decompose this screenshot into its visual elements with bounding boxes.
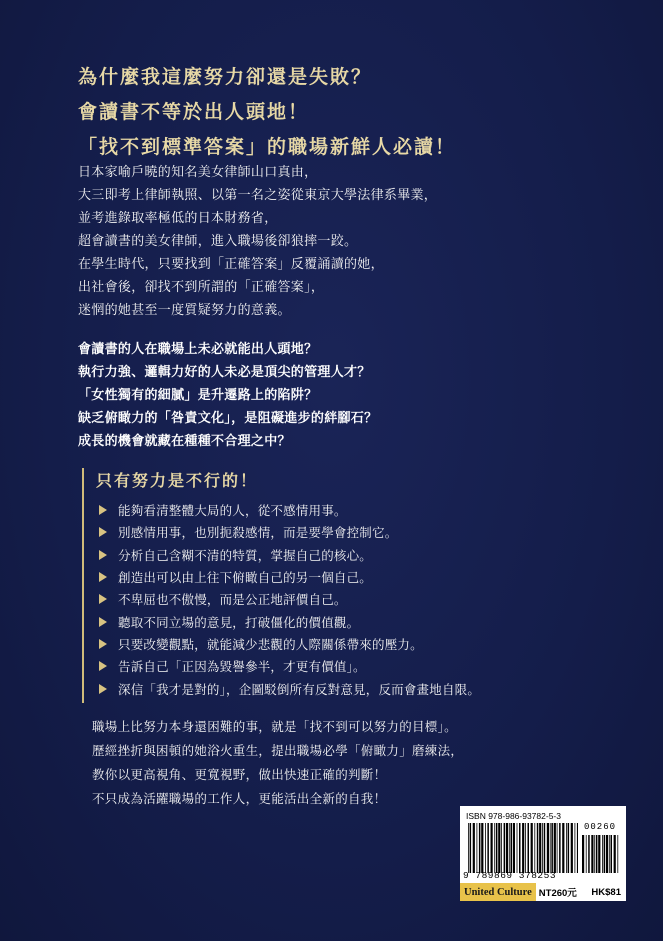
barcode-stripe [470,823,472,873]
question: 會讀書的人在職場上未必就能出人頭地？ [78,342,318,357]
bullet-text: 能夠看清整體大局的人，從不感情用事。 [118,503,347,519]
barcode-stripe [468,823,469,873]
bullet-text: 別感情用事，也別扼殺感情，而是要學會控制它。 [118,525,398,541]
question: 「女性獨有的細膩」是升遷路上的陷阱？ [78,388,318,403]
closing-line: 教你以更高視角、更寬視野，做出快速正確的判斷！ [92,767,387,782]
bullet-text: 創造出可以由上往下俯瞰自己的另一個自己。 [118,570,373,586]
triangle-bullet-icon [99,661,107,671]
barcode-stripe [537,823,539,873]
bullet-text: 告訴自己「正因為毀譽參半，才更有價值」。 [118,659,366,675]
bullet-text: 不卑屈也不傲慢，而是公正地評價自己。 [118,592,347,608]
question: 執行力強、邏輯力好的人未必是頂尖的管理人才？ [78,365,371,380]
barcode-stripe [557,823,558,873]
barcode-stripe [485,823,486,873]
barcode-bars [468,823,578,873]
barcode-stripe [550,823,551,873]
barcode-stripe [522,823,524,873]
barcode-stripe [575,823,576,873]
price-hk: HK$81 [580,883,626,901]
bullet-item [99,521,480,543]
barcode-stripe [491,823,493,873]
barcode-stripe [509,823,510,873]
barcode-stripe [602,835,603,873]
publisher-name: United Culture [460,883,536,901]
barcode-stripe [604,835,606,873]
bullet-text: 只要改變觀點，就能減少悲觀的人際關係帶來的壓力。 [118,636,423,652]
barcode-stripe [544,823,546,873]
closing-line: 職場上比努力本身還困難的事，就是「找不到可以努力的目標」。 [92,719,457,734]
barcode-stripe [609,835,610,873]
barcode-stripe [547,823,549,873]
closing-line: 不只成為活躍職場的工作人，更能活出全新的自我！ [92,791,387,806]
barcode-stripe [586,835,587,873]
headline: 為什麼我這麼努力卻還是失敗？ [78,66,373,88]
barcode-stripe [591,835,593,873]
barcode-stripe [606,835,608,873]
closing-line: 歷經挫折與困頓的她浴火重生，提出職場必學「俯瞰力」磨練法， [92,743,464,758]
barcode-stripe [479,823,481,873]
barcode-stripe [559,823,561,873]
barcode-stripe [614,835,616,873]
box-title: 只有努力是不行的！ [96,471,259,490]
bullet-item [99,499,480,521]
triangle-bullet-icon [99,550,107,560]
triangle-bullet-icon [99,639,107,649]
intro-line: 迷惘的她甚至一度質疑努力的意義。 [78,303,291,318]
barcode-stripe [594,835,595,873]
barcode-stripe [568,823,570,873]
bullet-item [99,544,480,566]
triangle-bullet-icon [99,527,107,537]
barcode-stripe [504,823,506,873]
addon-barcode-bars [582,835,620,873]
triangle-bullet-icon [99,505,107,515]
bullet-list [99,499,480,700]
barcode-stripe [554,823,556,873]
bullet-item [99,566,480,588]
intro-line: 大三即考上律師執照、以第一名之姿從東京大學法律系畢業， [78,188,438,203]
barcode-stripe [494,823,495,873]
bullet-item [99,677,480,699]
question: 成長的機會就藏在種種不合理之中？ [78,434,291,449]
price-nt: NT260元 [536,883,580,901]
barcode-stripe [525,823,526,873]
barcode-stripe [617,835,618,873]
triangle-bullet-icon [99,594,107,604]
barcode-stripe [562,823,564,873]
intro-line: 在學生時代，只要找到「正確答案」反覆誦讀的她， [78,257,384,272]
bullet-item [99,633,480,655]
barcode-stripe [487,823,489,873]
triangle-bullet-icon [99,572,107,582]
bullet-item [99,610,480,632]
barcode-stripe [528,823,530,873]
intro-line: 日本家喻戶曉的知名美女律師山口真由， [78,165,318,180]
barcode-stripe [539,823,541,873]
barcode-stripe [566,823,567,873]
barcode-stripe [571,823,573,873]
barcode-stripe [577,823,578,873]
barcode-stripe [517,823,518,873]
barcode-stripe [501,823,502,873]
highlight-box [82,468,584,703]
intro-line: 超會讀書的美女律師，進入職場後卻狼摔一跤。 [78,234,358,249]
barcode-stripe [598,835,600,873]
triangle-bullet-icon [99,684,107,694]
barcode-stripe [481,823,483,873]
headline: 會讀書不等於出人頭地！ [78,101,310,123]
barcode-stripe [534,823,535,873]
barcode-digits: 9 789869 378253 [463,870,557,881]
bullet-text: 分析自己含糊不清的特質，掌握自己的核心。 [118,547,373,563]
barcode-stripe [506,823,508,873]
barcode-stripe [513,823,515,873]
closing-paragraph [92,715,463,811]
question: 缺乏俯瞰力的「咎責文化」，是阻礙進步的絆腳石？ [78,411,378,426]
barcode-stripe [531,823,533,873]
barcode-stripe [551,823,553,873]
headlines [78,60,456,165]
barcode-stripe [496,823,498,873]
barcode-stripe [582,835,584,873]
barcode-stripe [596,835,598,873]
barcode-stripe [477,823,478,873]
headline: 「找不到標準答案」的職場新鮮人必讀！ [78,136,457,158]
triangle-bullet-icon [99,617,107,627]
barcode-stripe [498,823,500,873]
bullet-item [99,588,480,610]
isbn-text: ISBN 978-986-93782-5-3 [466,811,561,821]
barcode-stripe [473,823,475,873]
bullet-text: 聽取不同立場的意見，打破僵化的價值觀。 [118,614,360,630]
barcode-stripe [542,823,543,873]
bullet-text: 深信「我才是對的」，企圖駁倒所有反對意見，反而會畫地自限。 [118,681,481,697]
addon-number: 00260 [584,822,617,832]
price-bar [460,883,626,901]
intro-line: 出社會後，卻找不到所謂的「正確答案」， [78,280,325,295]
barcode-stripe [519,823,521,873]
intro-paragraph [78,161,437,322]
barcode-stripe [588,835,590,873]
question-list [78,338,377,453]
barcode-stripe [611,835,613,873]
barcode-stripe [511,823,513,873]
intro-line: 並考進錄取率極低的日本財務省， [78,211,278,226]
bullet-item [99,655,480,677]
